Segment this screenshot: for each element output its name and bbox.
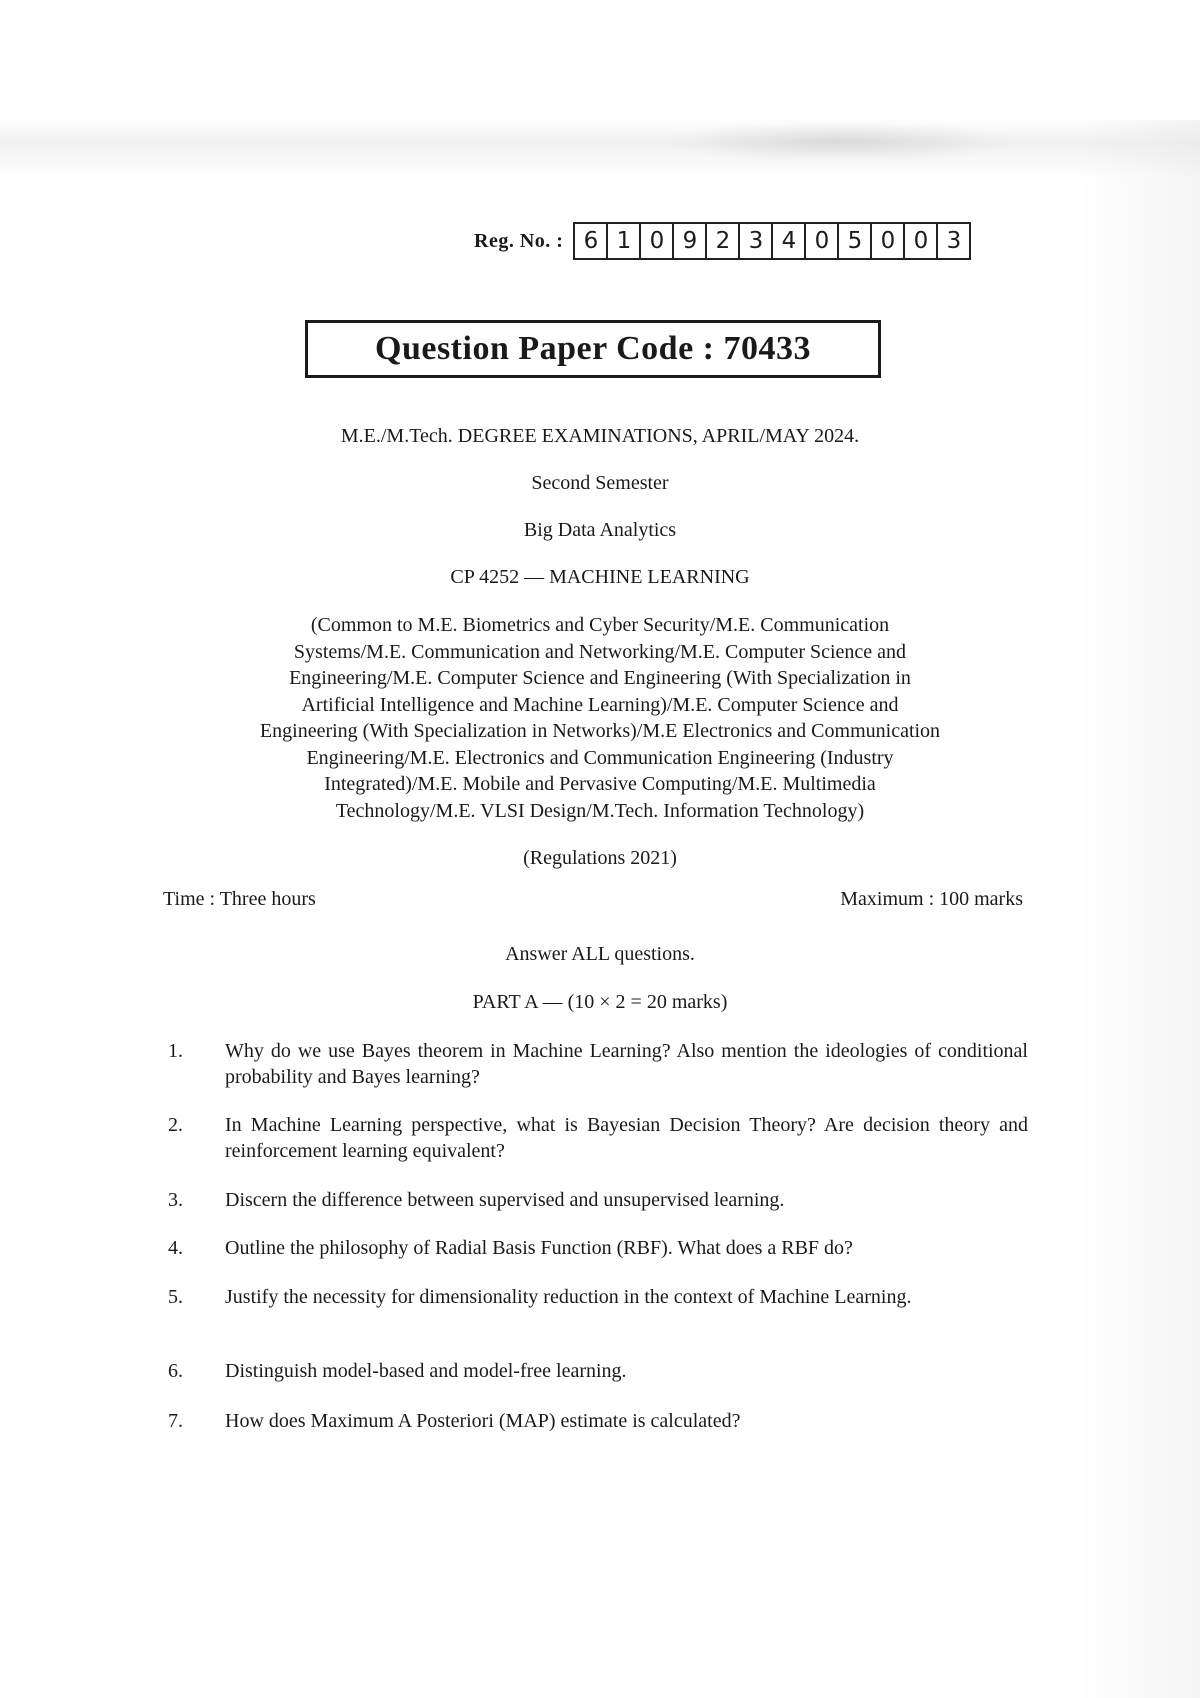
question-item bbox=[168, 1358, 1028, 1384]
reg-digit: 4 bbox=[773, 224, 806, 258]
reg-digit: 5 bbox=[839, 224, 872, 258]
reg-digit: 2 bbox=[707, 224, 740, 258]
reg-digit: 6 bbox=[575, 224, 608, 258]
common-to-line: Engineering/M.E. Computer Science and Engineering (With Specialization in bbox=[289, 667, 911, 689]
question-text: Justify the necessity for dimensionality reduction in the context of Machine Learning. bbox=[225, 1286, 912, 1308]
reg-digit: 0 bbox=[872, 224, 905, 258]
common-to-line: Systems/M.E. Communication and Networking/M.E. Computer Science and bbox=[293, 640, 907, 663]
common-to-line: Artificial Intelligence and Machine Learning)/M.E. Computer Science and bbox=[301, 693, 899, 716]
reg-digit: 3 bbox=[938, 224, 971, 258]
question-item bbox=[168, 1408, 1028, 1434]
question-item bbox=[168, 1284, 1028, 1310]
question-text: Discern the difference between supervised and unsupervised learning. bbox=[225, 1189, 785, 1211]
question-text: How does Maximum A Posteriori (MAP) estimate is calculated? bbox=[225, 1410, 741, 1432]
reg-digit: 0 bbox=[641, 224, 674, 258]
question-number: 5. bbox=[168, 1286, 183, 1308]
question-item bbox=[168, 1235, 1028, 1261]
common-to-line: (Common to M.E. Biometrics and Cyber Security/M.E. Communication bbox=[310, 614, 890, 636]
question-item bbox=[168, 1112, 1028, 1164]
time-marks-row bbox=[163, 888, 1023, 911]
question-paper-code: Question Paper Code : 70433 bbox=[305, 320, 881, 378]
question-item bbox=[168, 1187, 1028, 1213]
question-number: 2. bbox=[168, 1114, 183, 1136]
question-text: Distinguish model-based and model-free learning. bbox=[225, 1360, 627, 1382]
common-to-line: Technology/M.E. VLSI Design/M.Tech. Information Technology) bbox=[335, 799, 865, 822]
course-title: CP 4252 — MACHINE LEARNING bbox=[450, 566, 750, 588]
semester: Second Semester bbox=[531, 472, 669, 494]
maximum-marks: Maximum : 100 marks bbox=[840, 888, 1023, 910]
programme: Big Data Analytics bbox=[523, 519, 677, 541]
common-to-line: Integrated)/M.E. Mobile and Pervasive Computing/M.E. Multimedia bbox=[324, 773, 876, 795]
question-text: Outline the philosophy of Radial Basis Function (RBF). What does a RBF do? bbox=[225, 1237, 853, 1259]
scan-shadow bbox=[0, 118, 1200, 178]
instruction: Answer ALL questions. bbox=[505, 943, 695, 965]
reg-no-field bbox=[474, 222, 971, 260]
question-number: 1. bbox=[168, 1040, 183, 1062]
reg-digit: 3 bbox=[740, 224, 773, 258]
question-number: 3. bbox=[168, 1189, 183, 1211]
common-to-line: Engineering/M.E. Electronics and Communication Engineering (Industry bbox=[306, 746, 894, 769]
reg-digit: 9 bbox=[674, 224, 707, 258]
question-number: 4. bbox=[168, 1237, 183, 1259]
scan-shadow-edge bbox=[1080, 120, 1200, 1698]
common-to-paragraph bbox=[150, 612, 1050, 824]
reg-no-label: Reg. No. : bbox=[474, 229, 564, 252]
scan-smudge bbox=[660, 122, 1020, 162]
question-text: In Machine Learning perspective, what is Bayesian Decision Theory? Are decision theory and reinforcement learning equivalent? bbox=[225, 1114, 1028, 1162]
reg-digit: 0 bbox=[806, 224, 839, 258]
reg-digit: 1 bbox=[608, 224, 641, 258]
exam-title: M.E./M.Tech. DEGREE EXAMINATIONS, APRIL/MAY 2024. bbox=[340, 425, 860, 447]
question-number: 6. bbox=[168, 1360, 183, 1382]
reg-digit: 0 bbox=[905, 224, 938, 258]
time-allowed: Time : Three hours bbox=[163, 888, 316, 910]
reg-no-boxes bbox=[573, 222, 971, 260]
common-to-line: Engineering (With Specialization in Networks)/M.E Electronics and Communication bbox=[259, 720, 941, 742]
part-a-heading: PART A — (10 × 2 = 20 marks) bbox=[472, 991, 728, 1013]
question-number: 7. bbox=[168, 1410, 183, 1432]
question-text: Why do we use Bayes theorem in Machine Learning? Also mention the ideologies of conditional probability and Bayes learning? bbox=[225, 1040, 1028, 1088]
question-item bbox=[168, 1038, 1028, 1090]
regulations: (Regulations 2021) bbox=[523, 847, 677, 869]
